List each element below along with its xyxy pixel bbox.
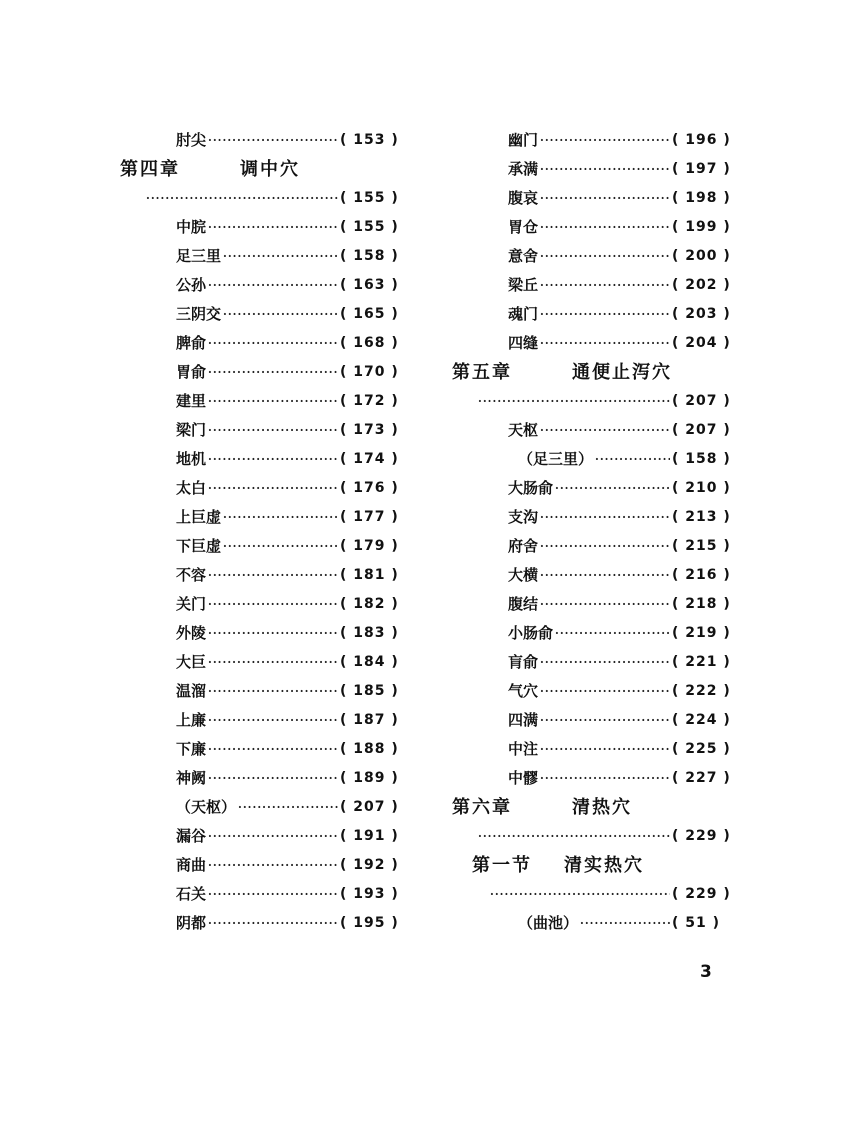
entry-name: 四满 [508,711,539,729]
dot-leader [208,648,338,677]
dot-leader [540,590,670,619]
entry-name: 支沟 [508,508,539,526]
toc-entry[interactable] [452,764,742,793]
entry-name: 商曲 [176,856,207,874]
dot-leader [208,822,338,851]
dot-leader [540,648,670,677]
dot-leader [540,184,670,213]
toc-entry[interactable] [120,706,410,735]
dot-leader [490,880,670,909]
dot-leader [208,880,338,909]
entry-name: 石关 [176,885,207,903]
dot-leader [208,474,338,503]
entry-page-number: ( 210 ) [672,480,731,496]
entry-page-number: ( 177 ) [340,509,399,525]
entry-name: 腹哀 [508,189,539,207]
entry-name: 下廉 [176,740,207,758]
dot-leader [208,909,338,938]
entry-page-number: ( 174 ) [340,451,399,467]
entry-name: 上巨虚 [176,508,222,526]
dot-leader [208,619,338,648]
entry-name: 脾俞 [176,334,207,352]
dot-leader [208,561,338,590]
dot-leader [540,213,670,242]
dot-leader [223,242,338,271]
entry-name: 公孙 [176,276,207,294]
toc-entry[interactable] [452,300,742,329]
toc-entry[interactable] [120,358,410,387]
entry-page-number: ( 207 ) [672,422,731,438]
dot-leader [208,213,338,242]
dot-leader [540,271,670,300]
toc-entry[interactable] [452,126,742,155]
dot-leader [540,677,670,706]
toc-entry[interactable] [120,474,410,503]
entry-name: 肓俞 [508,653,539,671]
toc-entry[interactable] [452,416,742,445]
entry-name: 意舍 [508,247,539,265]
dot-leader [540,503,670,532]
entry-page-number: ( 191 ) [340,828,399,844]
toc-entry[interactable] [120,764,410,793]
entry-page-number: ( 170 ) [340,364,399,380]
chapter-title: 调中穴 [240,159,300,180]
entry-page-number: ( 165 ) [340,306,399,322]
dot-leader [223,532,338,561]
toc-entry[interactable] [452,532,742,561]
toc-entry[interactable] [120,445,410,474]
toc-entry[interactable] [452,735,742,764]
entry-name: 小肠俞 [508,624,554,642]
chapter-heading [452,793,742,822]
entry-page-number: ( 216 ) [672,567,731,583]
toc-entry[interactable] [452,880,742,909]
entry-page-number: ( 224 ) [672,712,731,728]
toc-entry[interactable] [452,329,742,358]
dot-leader [208,271,338,300]
toc-entry[interactable] [120,822,410,851]
entry-page-number: ( 221 ) [672,654,731,670]
toc-entry[interactable] [452,648,742,677]
toc-entry[interactable] [120,677,410,706]
dot-leader [478,387,670,416]
entry-name: 外陵 [176,624,207,642]
entry-name: 中髎 [508,769,539,787]
dot-leader [208,358,338,387]
dot-leader [208,387,338,416]
chapter-number: 第五章 [452,362,512,383]
entry-page-number: ( 229 ) [672,828,731,844]
entry-name: 幽门 [508,131,539,149]
toc-entry[interactable] [452,503,742,532]
entry-name: 不容 [176,566,207,584]
chapter-heading [120,155,410,184]
entry-name: 大巨 [176,653,207,671]
entry-name: 阴都 [176,914,207,932]
dot-leader [208,416,338,445]
toc-entry[interactable] [452,909,742,938]
entry-name: 魂门 [508,305,539,323]
entry-page-number: ( 193 ) [340,886,399,902]
entry-name: 腹结 [508,595,539,613]
entry-page-number: ( 51 ) [672,915,721,931]
dot-leader [223,503,338,532]
toc-entry[interactable] [120,793,410,822]
section-number: 第一节 [472,855,532,876]
entry-page-number: ( 215 ) [672,538,731,554]
toc-entry[interactable] [120,503,410,532]
entry-page-number: ( 158 ) [672,451,731,467]
entry-page-number: ( 204 ) [672,335,731,351]
dot-leader [208,590,338,619]
toc-entry[interactable] [120,909,410,938]
entry-page-number: ( 229 ) [672,886,731,902]
entry-name: 大横 [508,566,539,584]
entry-page-number: ( 207 ) [672,393,731,409]
entry-page-number: ( 155 ) [340,190,399,206]
entry-page-number: ( 182 ) [340,596,399,612]
toc-entry[interactable] [120,880,410,909]
entry-page-number: ( 227 ) [672,770,731,786]
entry-page-number: ( 207 ) [340,799,399,815]
entry-name: 中脘 [176,218,207,236]
toc-entry[interactable] [120,590,410,619]
entry-page-number: ( 158 ) [340,248,399,264]
dot-leader [540,155,670,184]
entry-page-number: ( 225 ) [672,741,731,757]
toc-entry[interactable] [452,706,742,735]
toc-entry[interactable] [452,213,742,242]
dot-leader [595,445,670,474]
entry-name: 地机 [176,450,207,468]
chapter-title: 通便止泻穴 [572,362,672,383]
toc-right-column [452,126,742,938]
toc-entry[interactable] [120,213,410,242]
toc-entry[interactable] [120,126,410,155]
entry-page-number: ( 184 ) [340,654,399,670]
entry-page-number: ( 163 ) [340,277,399,293]
dot-leader [208,764,338,793]
toc-entry[interactable] [452,387,742,416]
entry-page-number: ( 179 ) [340,538,399,554]
entry-page-number: ( 218 ) [672,596,731,612]
toc-entry[interactable] [120,735,410,764]
dot-leader [555,474,670,503]
toc-entry[interactable] [452,590,742,619]
dot-leader [223,300,338,329]
entry-name: 四缝 [508,334,539,352]
entry-page-number: ( 188 ) [340,741,399,757]
entry-page-number: ( 176 ) [340,480,399,496]
toc-left-column [120,126,410,938]
toc-entry[interactable] [120,300,410,329]
entry-page-number: ( 192 ) [340,857,399,873]
entry-name: 上廉 [176,711,207,729]
entry-page-number: ( 219 ) [672,625,731,641]
toc-entry[interactable] [452,619,742,648]
dot-leader [146,184,338,213]
entry-page-number: ( 199 ) [672,219,731,235]
dot-leader [478,822,670,851]
dot-leader [540,561,670,590]
toc-entry[interactable] [452,561,742,590]
dot-leader [540,764,670,793]
dot-leader [208,677,338,706]
dot-leader [208,329,338,358]
entry-name: 梁门 [176,421,207,439]
dot-leader [540,242,670,271]
entry-page-number: ( 203 ) [672,306,731,322]
toc-entry[interactable] [452,677,742,706]
entry-name: 梁丘 [508,276,539,294]
toc-entry[interactable] [452,184,742,213]
toc-entry[interactable] [120,387,410,416]
dot-leader [540,300,670,329]
entry-name: （曲池） [518,914,579,932]
dot-leader [540,416,670,445]
dot-leader [208,851,338,880]
toc-entry[interactable] [452,822,742,851]
entry-name: 太白 [176,479,207,497]
section-title: 清实热穴 [564,855,644,876]
toc-entry[interactable] [452,155,742,184]
chapter-heading [452,358,742,387]
entry-name: 大肠俞 [508,479,554,497]
entry-page-number: ( 168 ) [340,335,399,351]
entry-page-number: ( 195 ) [340,915,399,931]
entry-page-number: ( 172 ) [340,393,399,409]
entry-name: （天枢） [176,798,237,816]
dot-leader [540,532,670,561]
entry-name: 胃俞 [176,363,207,381]
dot-leader [540,735,670,764]
entry-name: 承满 [508,160,539,178]
toc-entry[interactable] [120,184,410,213]
entry-page-number: ( 173 ) [340,422,399,438]
entry-name: 气穴 [508,682,539,700]
entry-page-number: ( 200 ) [672,248,731,264]
toc-entry[interactable] [452,271,742,300]
entry-name: （足三里） [518,450,594,468]
toc-entry[interactable] [120,329,410,358]
entry-name: 漏谷 [176,827,207,845]
toc-entry[interactable] [120,851,410,880]
entry-name: 三阴交 [176,305,222,323]
toc-entry[interactable] [120,561,410,590]
dot-leader [540,329,670,358]
entry-name: 胃仓 [508,218,539,236]
entry-page-number: ( 197 ) [672,161,731,177]
entry-page-number: ( 196 ) [672,132,731,148]
entry-page-number: ( 155 ) [340,219,399,235]
entry-page-number: ( 183 ) [340,625,399,641]
dot-leader [208,735,338,764]
entry-page-number: ( 153 ) [340,132,399,148]
dot-leader [208,445,338,474]
entry-page-number: ( 185 ) [340,683,399,699]
toc-entry[interactable] [120,416,410,445]
dot-leader [580,909,670,938]
entry-name: 下巨虚 [176,537,222,555]
toc-entry[interactable] [452,474,742,503]
chapter-number: 第四章 [120,159,180,180]
toc-entry[interactable] [120,242,410,271]
entry-name: 足三里 [176,247,222,265]
entry-name: 肘尖 [176,131,207,149]
entry-name: 建里 [176,392,207,410]
entry-name: 天枢 [508,421,539,439]
chapter-number: 第六章 [452,797,512,818]
entry-page-number: ( 222 ) [672,683,731,699]
toc-entry[interactable] [120,648,410,677]
entry-page-number: ( 198 ) [672,190,731,206]
dot-leader [238,793,338,822]
entry-name: 关门 [176,595,207,613]
toc-entry[interactable] [120,532,410,561]
toc-entry[interactable] [452,445,742,474]
toc-entry[interactable] [120,619,410,648]
entry-name: 温溜 [176,682,207,700]
dot-leader [540,706,670,735]
dot-leader [208,706,338,735]
toc-entry[interactable] [120,271,410,300]
entry-page-number: ( 189 ) [340,770,399,786]
entry-page-number: ( 187 ) [340,712,399,728]
entry-name: 神阙 [176,769,207,787]
toc-entry[interactable] [452,242,742,271]
entry-page-number: ( 213 ) [672,509,731,525]
dot-leader [208,126,338,155]
entry-page-number: ( 202 ) [672,277,731,293]
section-heading [452,851,742,880]
dot-leader [555,619,670,648]
dot-leader [540,126,670,155]
chapter-title: 清热穴 [572,797,632,818]
entry-page-number: ( 181 ) [340,567,399,583]
page-number: 3 [700,962,712,982]
entry-name: 府舍 [508,537,539,555]
entry-name: 中注 [508,740,539,758]
